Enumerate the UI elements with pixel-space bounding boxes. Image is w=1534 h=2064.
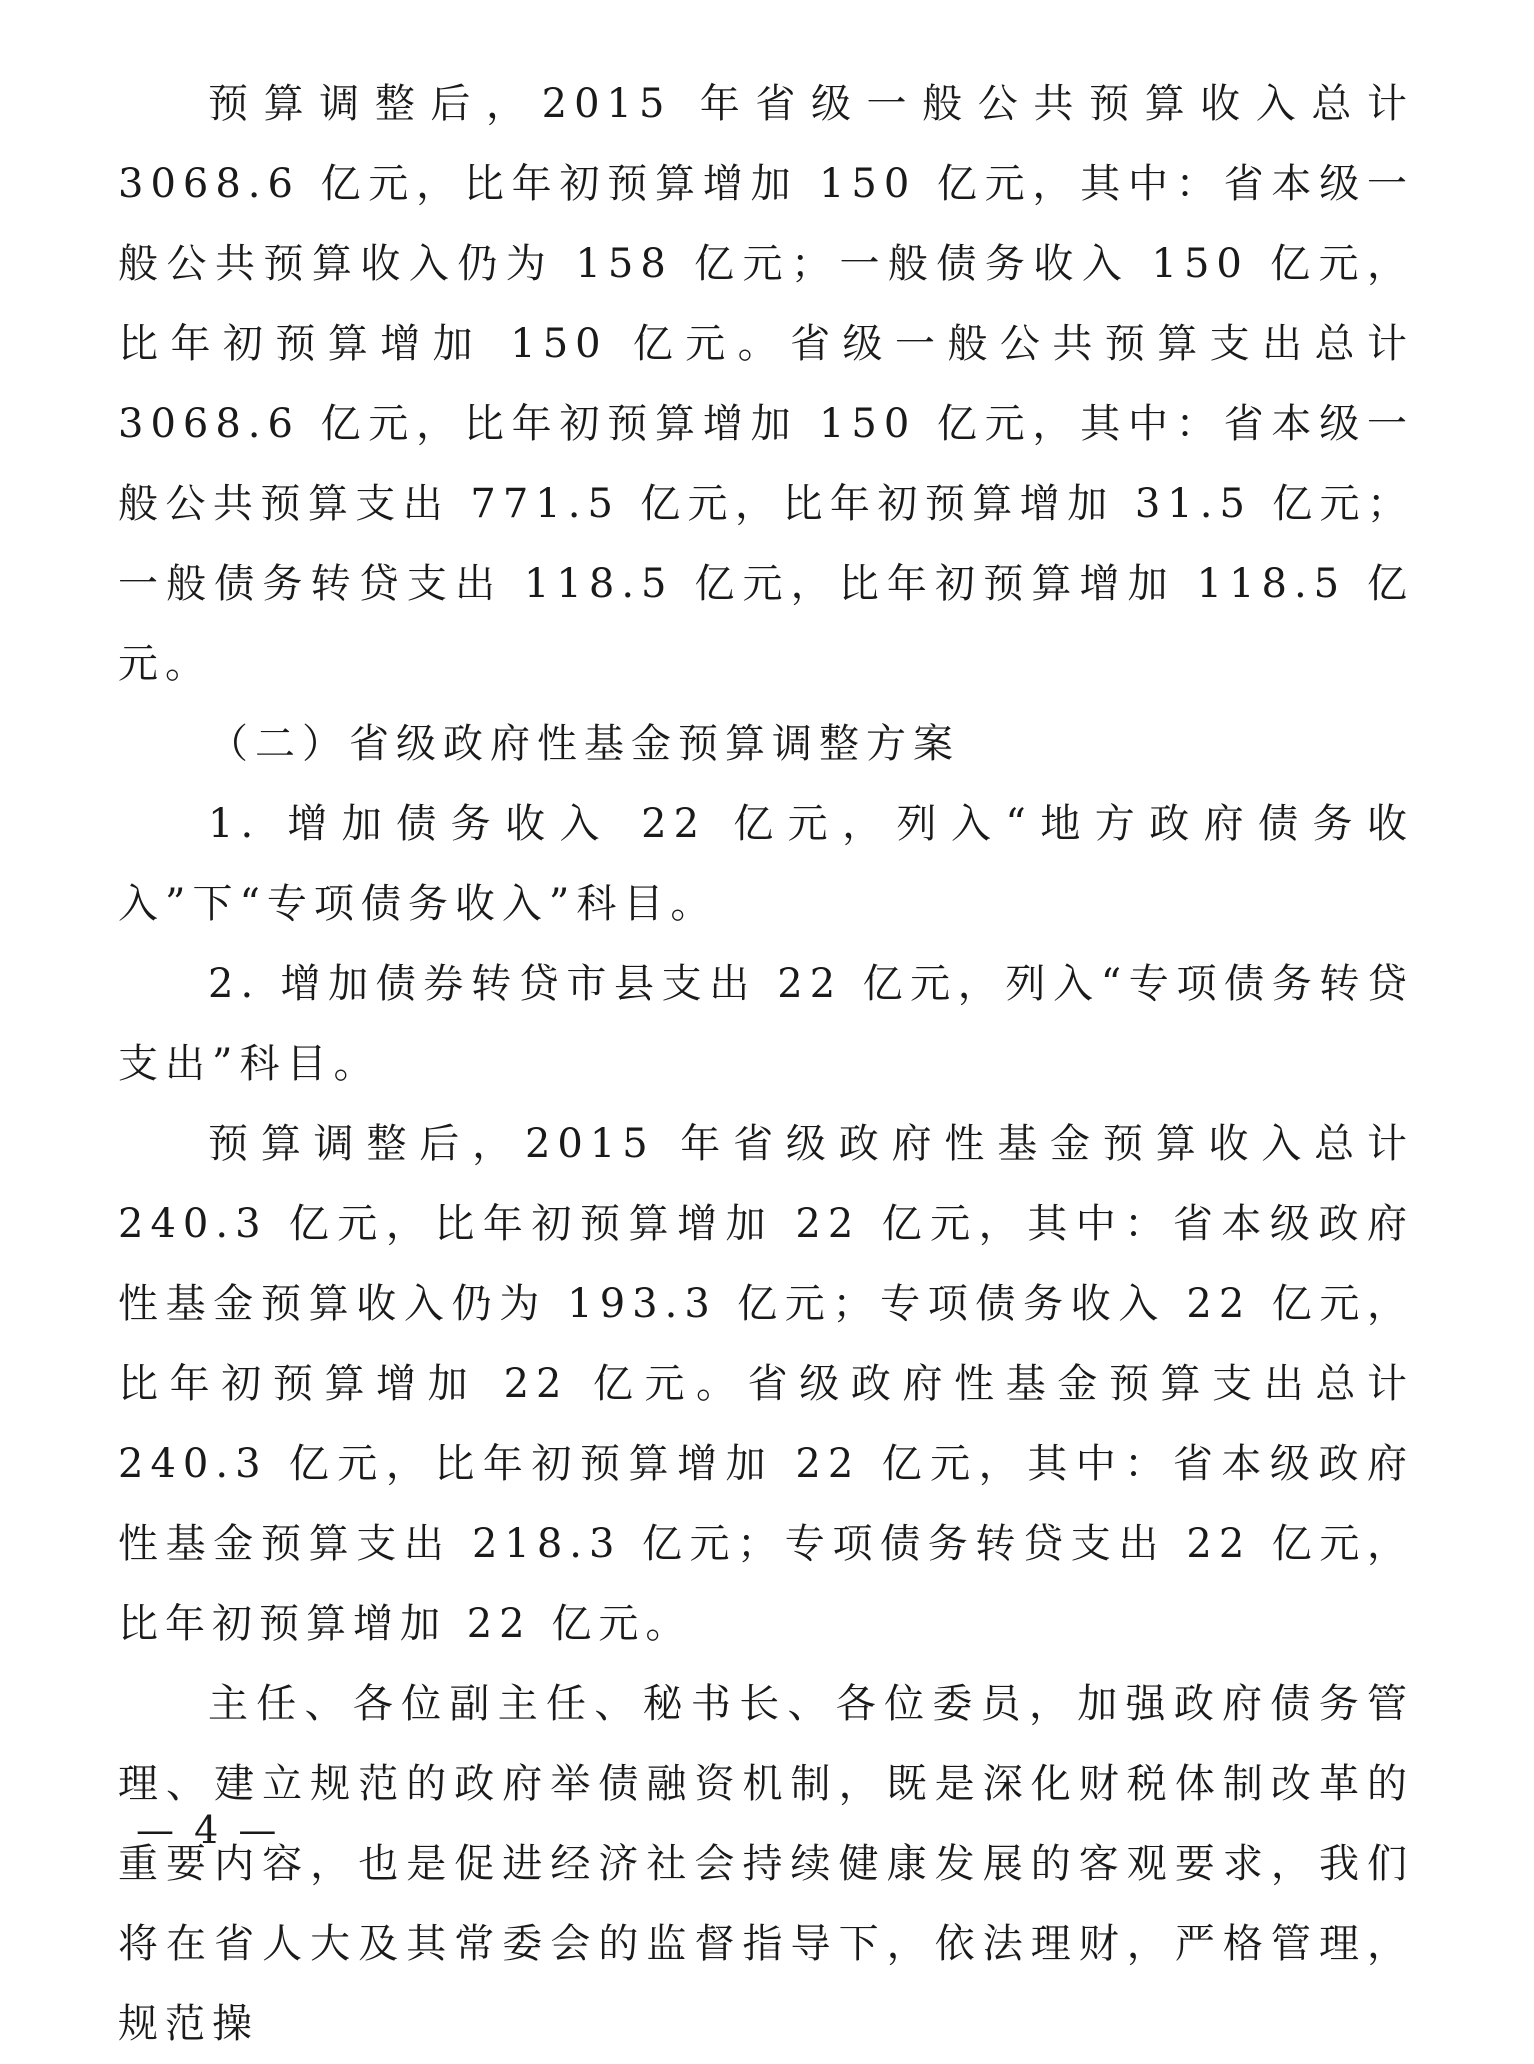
document-body: [118, 64, 1414, 2064]
paragraph-fund-budget-summary: 预算调整后，2015 年省级政府性基金预算收入总计 240.3 亿元，比年初预算增加 22 亿元，其中：省本级政府性基金预算收入仍为 193.3 亿元；专项债务收入 22 亿元，比年初预算增加 22 亿元。省级政府性基金预算支出总计 240.3 亿元，比年初预算增加 22 亿元，其中：省本级政府性基金预算支出 218.3 亿元；专项债务转贷支出 22 亿元，比年初预算增加 22 亿元。: [118, 1121, 1414, 1647]
paragraph-closing: 主任、各位副主任、秘书长、各位委员，加强政府债务管理、建立规范的政府举债融资机制，既是深化财税体制改革的重要内容，也是促进经济社会持续健康发展的客观要求，我们将在省人大及其常委会的监督指导下，依法理财，严格管理，规范操: [118, 1681, 1414, 2047]
paragraph-general-budget-summary: 预算调整后，2015 年省级一般公共预算收入总计 3068.6 亿元，比年初预算增加 150 亿元，其中：省本级一般公共预算收入仍为 158 亿元；一般债务收入 150 亿元，比年初预算增加 150 亿元。省级一般公共预算支出总计 3068.6 亿元，比年初预算增加 150 亿元，其中：省本级一般公共预算支出 771.5 亿元，比年初预算增加 31.5 亿元；一般债务转贷支出 118.5 亿元，比年初预算增加 118.5 亿元。: [118, 81, 1414, 687]
paragraph-item-2: 2. 增加债券转贷市县支出 22 亿元，列入“专项债务转贷支出”科目。: [118, 961, 1414, 1087]
section-heading-fund-budget: （二）省级政府性基金预算调整方案: [208, 721, 960, 767]
page-number: — 4 —: [136, 1808, 281, 1852]
paragraph-item-1: 1. 增加债务收入 22 亿元，列入“地方政府债务收入”下“专项债务收入”科目。: [118, 801, 1414, 927]
